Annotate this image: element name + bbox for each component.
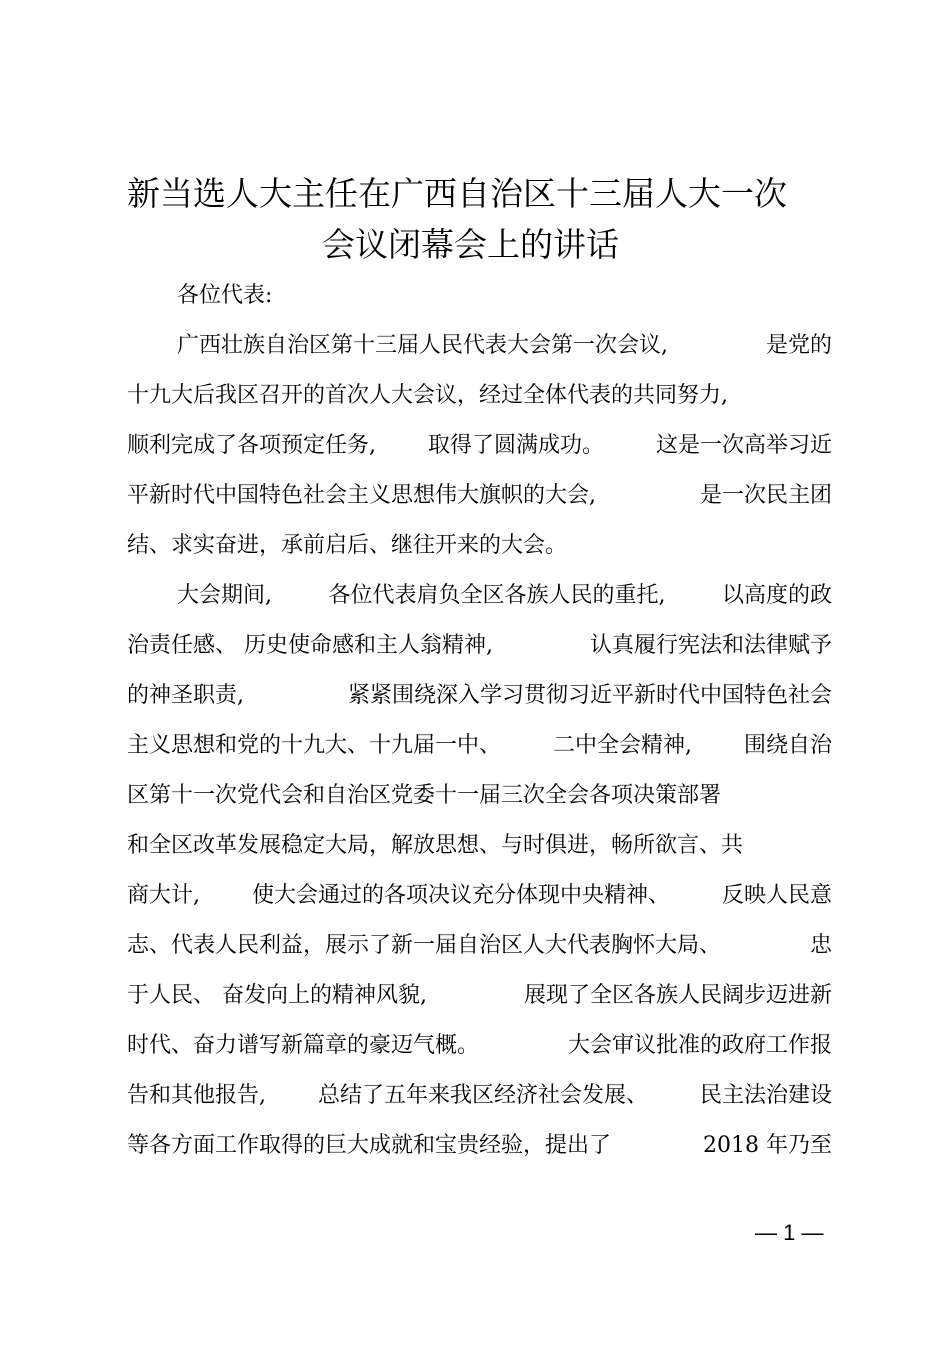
text-line: [127, 429, 832, 463]
text-segment: 认真履行宪法和法律赋予: [589, 633, 832, 658]
text-segment: 2018 年乃至: [703, 1133, 832, 1158]
text-segment: 总结了五年来我区经济社会发展、: [317, 1083, 648, 1108]
text-segment: 紧紧围绕深入学习贯彻习近平新时代中国特色社会: [347, 683, 832, 708]
text-segment: 十九大后我区召开的首次人大会议，经过全体代表的共同努力,: [127, 383, 728, 408]
text-segment: 区第十一次党代会和自治区党委十一届三次全会各项决策部署: [127, 783, 722, 808]
text-segment: 商大计,: [127, 883, 200, 908]
text-line: [127, 1129, 832, 1163]
text-segment: 忠: [809, 933, 832, 958]
text-segment: 是一次民主团: [699, 483, 832, 508]
text-segment: 展现了全区各族人民阔步迈进新: [523, 983, 832, 1008]
text-line: [127, 679, 832, 713]
page-number: — 1 —: [755, 1220, 824, 1245]
text-segment: 结、求实奋进，承前启后、继往开来的大会。: [127, 533, 568, 558]
text-line: [127, 479, 832, 513]
text-line: [177, 329, 832, 363]
text-line: [127, 979, 832, 1013]
text-segment: 治责任感、 历史使命感和主人翁精神,: [127, 633, 493, 658]
text-segment: 等各方面工作取得的巨大成就和宝贵经验，提出了: [127, 1133, 612, 1158]
text-segment: 取得了圆满成功。: [427, 433, 604, 458]
text-segment: 大会审议批准的政府工作报: [567, 1033, 832, 1058]
title-line-1: 新当选人大主任在广西自治区十三届人大一次: [127, 174, 787, 213]
text-segment: 这是一次高举习近: [655, 433, 832, 458]
text-segment: 和全区改革发展稳定大局，解放思想、与时俱进，畅所欲言、共: [127, 833, 744, 858]
text-segment: 平新时代中国特色社会主义思想伟大旗帜的大会,: [127, 483, 596, 508]
text-line: [127, 729, 832, 763]
text-segment: 时代、奋力谱写新篇章的豪迈气概。: [127, 1033, 480, 1058]
text-line: [127, 779, 832, 813]
text-segment: 是党的: [765, 333, 832, 358]
text-line: [177, 579, 832, 613]
text-segment: 二中全会精神,: [553, 733, 692, 758]
text-segment: 围绕自治: [743, 733, 832, 758]
text-line: [127, 929, 832, 963]
text-segment: 使大会通过的各项决议充分体现中央精神、: [251, 883, 670, 908]
title-line-2: 会议闭幕会上的讲话: [322, 225, 619, 264]
text-line: [127, 829, 832, 863]
text-segment: 于人民、 奋发向上的精神风貌,: [127, 983, 427, 1008]
text-segment: 顺利完成了各项预定任务,: [127, 433, 376, 458]
text-segment: 主义思想和党的十九大、十九届一中、: [127, 733, 502, 758]
text-segment: 各位代表肩负全区各族人民的重托,: [328, 583, 666, 608]
salutation: 各位代表:: [177, 283, 273, 308]
text-segment: 民主法治建设: [699, 1083, 832, 1108]
text-segment: 广西壮族自治区第十三届人民代表大会第一次会议,: [177, 333, 668, 358]
text-line: [127, 879, 832, 913]
text-line: [127, 1029, 832, 1063]
text-line: [127, 1079, 832, 1113]
text-segment: 大会期间,: [177, 583, 272, 608]
text-segment: 告和其他报告,: [127, 1083, 266, 1108]
text-segment: 以高度的政: [721, 583, 832, 608]
text-segment: 的神圣职责,: [127, 683, 244, 708]
text-segment: 反映人民意: [721, 883, 832, 908]
text-line: [127, 629, 832, 663]
text-segment: 志、代表人民利益，展示了新一届自治区人大代表胸怀大局、: [127, 933, 722, 958]
text-line: [127, 379, 832, 413]
text-line: [127, 529, 832, 563]
